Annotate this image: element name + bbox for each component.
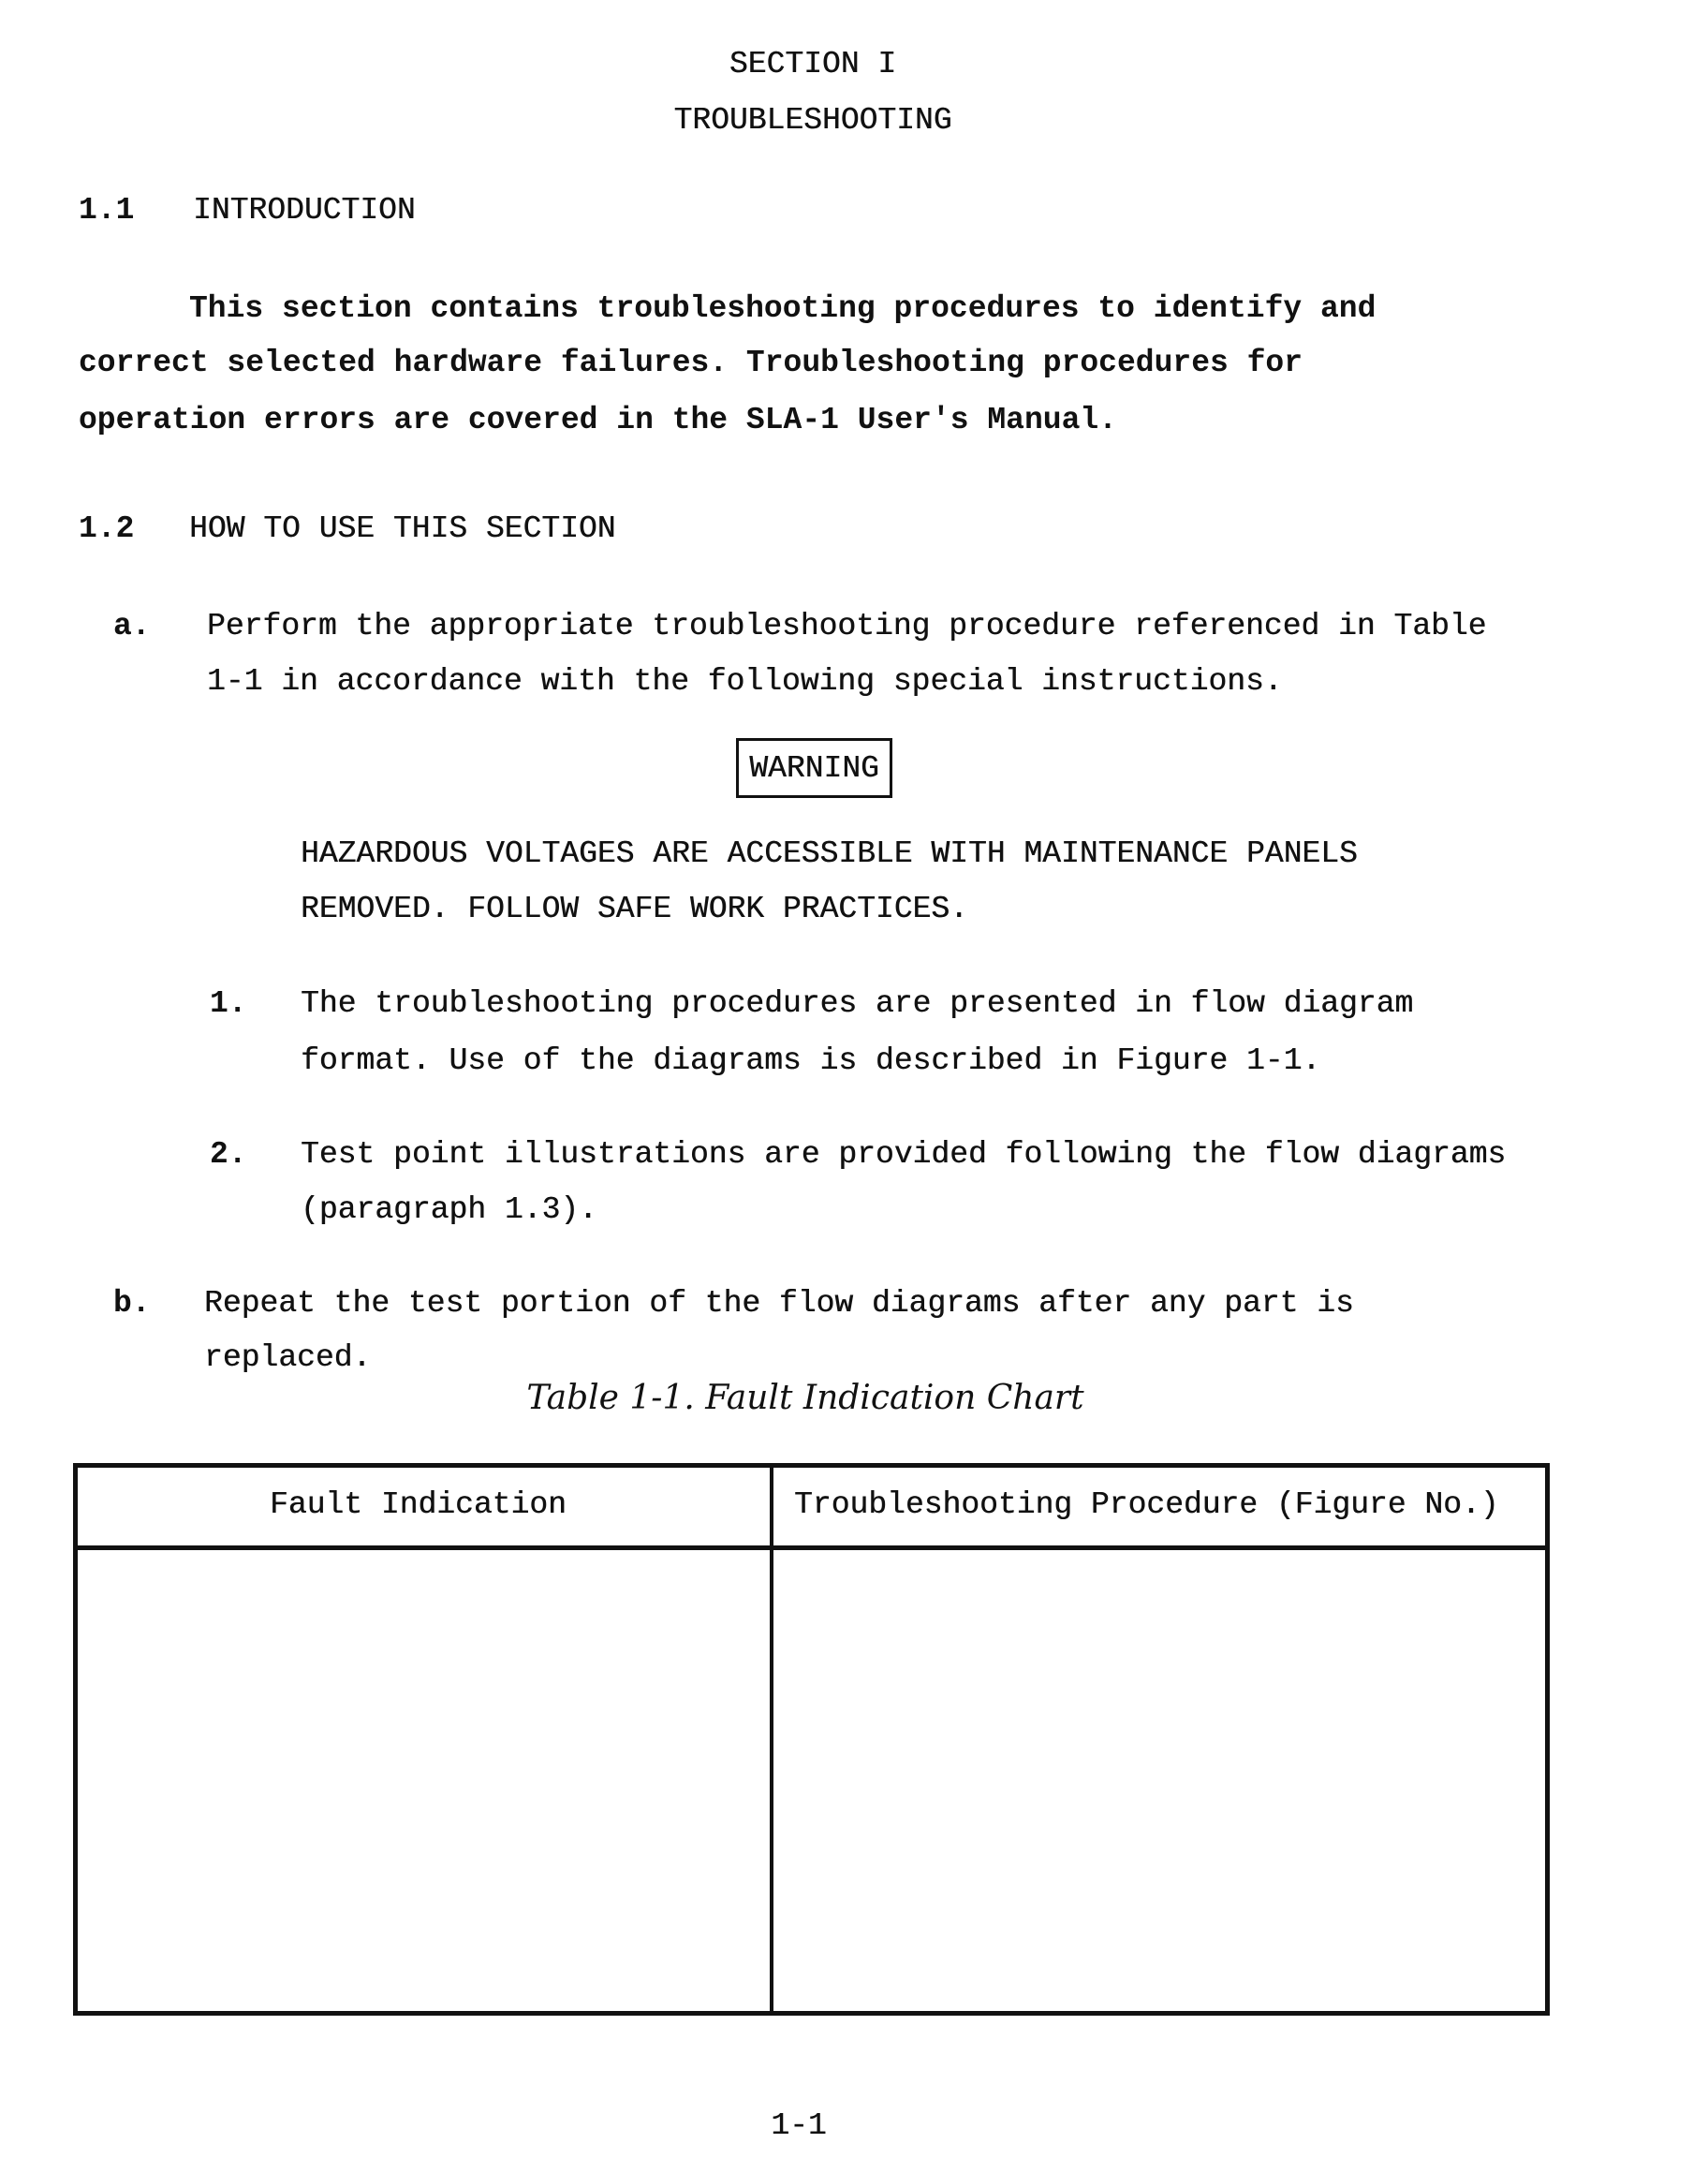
intro-line: operation errors are covered in the SLA-1 User's Manual. xyxy=(79,402,1117,439)
intro-number: 1.1 xyxy=(79,192,134,229)
item-a-line: Perform the appropriate troubleshooting procedure referenced in Table xyxy=(207,608,1486,645)
item-2-line: Test point illustrations are provided following the flow diagrams xyxy=(301,1136,1506,1174)
item-b-marker: b. xyxy=(113,1285,151,1323)
item-1-marker: 1. xyxy=(210,985,247,1023)
item-b-line: replaced. xyxy=(204,1339,371,1377)
item-1-line: The troubleshooting procedures are presented in flow diagram xyxy=(301,985,1413,1023)
page-title: TROUBLESHOOTING xyxy=(673,102,951,140)
warning-line: HAZARDOUS VOLTAGES ARE ACCESSIBLE WITH MAINTENANCE PANELS xyxy=(301,835,1358,873)
item-a-line: 1-1 in accordance with the following special instructions. xyxy=(207,663,1283,701)
column-divider xyxy=(770,1468,773,2011)
warning-line: REMOVED. FOLLOW SAFE WORK PRACTICES. xyxy=(301,891,968,928)
warning-label: WARNING xyxy=(749,751,879,786)
page-number: 1-1 xyxy=(771,2107,826,2145)
intro-line: This section contains troubleshooting procedures to identify and xyxy=(189,290,1376,328)
table-caption: Table 1-1. Fault Indication Chart xyxy=(526,1379,1083,1417)
intro-line: correct selected hardware failures. Troubleshooting procedures for xyxy=(79,345,1303,382)
item-a-marker: a. xyxy=(113,608,151,645)
section-label: SECTION I xyxy=(729,46,896,83)
column-header-fault-indication: Fault Indication xyxy=(270,1486,567,1524)
warning-box xyxy=(736,738,892,798)
item-2-line: (paragraph 1.3). xyxy=(301,1191,597,1229)
item-1-line: format. Use of the diagrams is described in Figure 1-1. xyxy=(301,1042,1320,1080)
intro-heading: INTRODUCTION xyxy=(193,192,416,229)
item-b-line: Repeat the test portion of the flow diagrams after any part is xyxy=(204,1285,1354,1323)
howto-number: 1.2 xyxy=(79,510,134,548)
item-2-marker: 2. xyxy=(210,1136,247,1174)
fault-indication-table xyxy=(73,1463,1550,2016)
column-header-procedure: Troubleshooting Procedure (Figure No.) xyxy=(794,1486,1499,1524)
howto-heading: HOW TO USE THIS SECTION xyxy=(189,510,615,548)
header-divider xyxy=(78,1545,1545,1550)
